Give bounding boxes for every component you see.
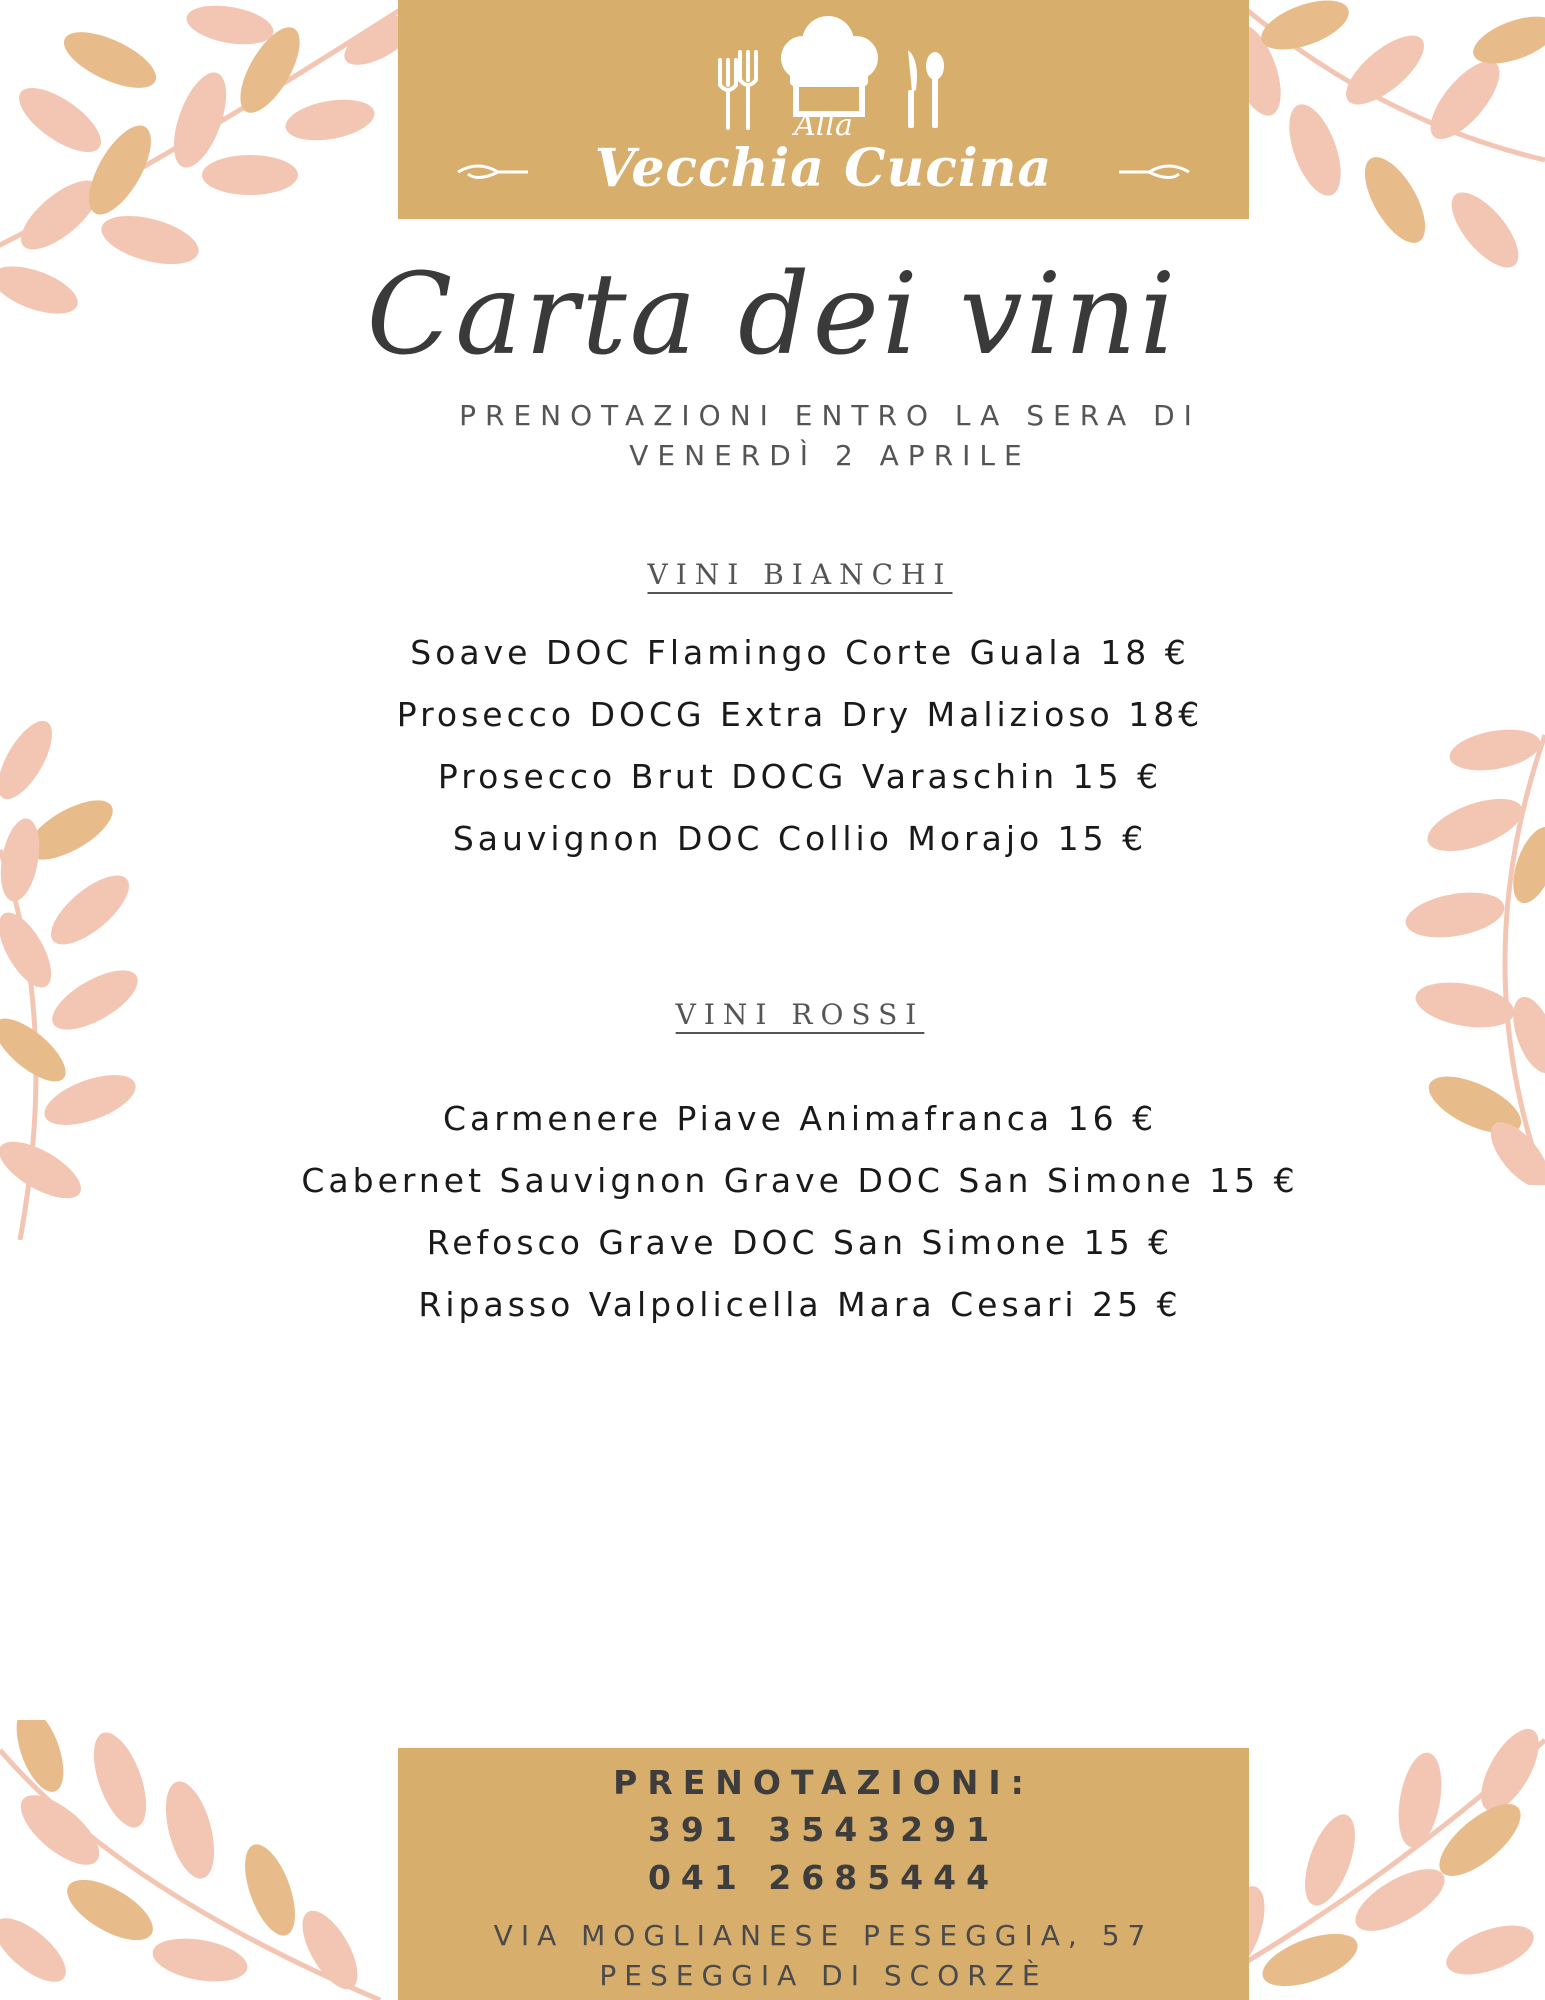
reservations-label: PRENOTAZIONI: bbox=[613, 1763, 1034, 1802]
reservation-note bbox=[420, 396, 1240, 476]
wine-item: Prosecco Brut DOCG Varaschin 15 € bbox=[437, 757, 1163, 796]
reservation-note-line1: PRENOTAZIONI ENTRO LA SERA DI bbox=[459, 399, 1201, 432]
white-wines-heading: VINI BIANCHI bbox=[647, 558, 953, 591]
wine-item: Prosecco DOCG Extra Dry Malizioso 18€ bbox=[396, 695, 1204, 734]
white-wines-list bbox=[0, 622, 1545, 870]
wine-item: Cabernet Sauvignon Grave DOC San Simone 15 € bbox=[301, 1161, 1299, 1200]
red-wines-heading: VINI ROSSI bbox=[675, 998, 925, 1031]
restaurant-logo bbox=[398, 0, 1249, 219]
wine-item: Ripasso Valpolicella Mara Cesari 25 € bbox=[418, 1285, 1182, 1324]
wine-item: Sauvignon DOC Collio Morajo 15 € bbox=[452, 819, 1148, 858]
chef-hat-icon bbox=[781, 16, 878, 114]
logo-small-text: Alla bbox=[794, 108, 853, 143]
phone-number: 041 2685444 bbox=[647, 1858, 1000, 1897]
address bbox=[398, 1916, 1249, 1996]
wine-item: Carmenere Piave Animafranca 16 € bbox=[442, 1099, 1158, 1138]
reservation-note-line2: VENERDÌ 2 APRILE bbox=[629, 439, 1031, 472]
logo-name: Vecchia Cucina bbox=[594, 138, 1053, 199]
page-title: Carta dei vini bbox=[366, 250, 1179, 380]
wine-item: Soave DOC Flamingo Corte Guala 18 € bbox=[410, 633, 1190, 672]
address-line2: PESEGGIA DI SCORZÈ bbox=[599, 1959, 1048, 1992]
red-wines-list bbox=[0, 1088, 1545, 1336]
wine-item: Refosco Grave DOC San Simone 15 € bbox=[426, 1223, 1174, 1262]
footer-band bbox=[398, 1748, 1249, 2000]
leaf-decoration-bottom-left bbox=[0, 1720, 400, 2000]
phone-number: 391 3543291 bbox=[647, 1810, 1000, 1849]
header-band bbox=[398, 0, 1249, 219]
address-line1: VIA MOGLIANESE PESEGGIA, 57 bbox=[493, 1919, 1154, 1952]
